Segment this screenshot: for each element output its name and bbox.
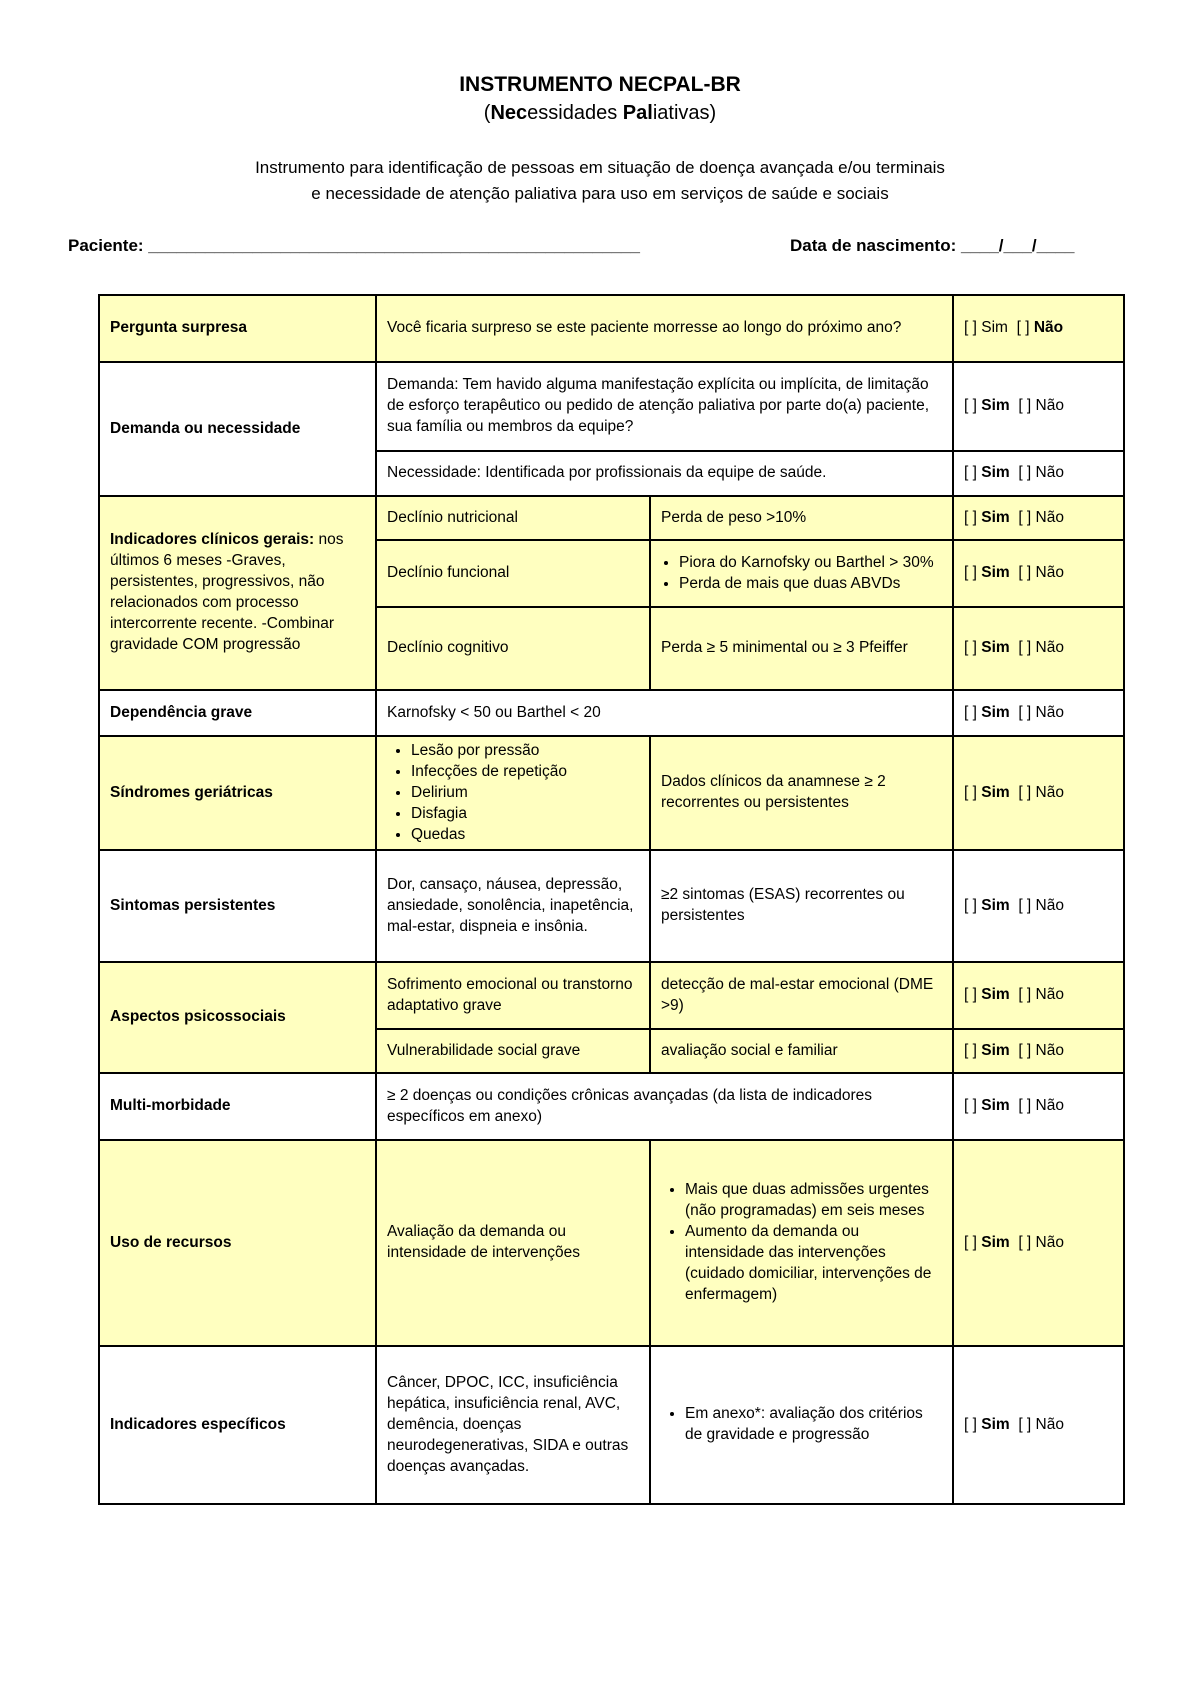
option-sim-label: Sim	[981, 397, 1010, 414]
list-item: • Em anexo*: avaliação dos critérios de gravidade e progressão	[685, 1403, 942, 1445]
option-sim-label: Sim	[981, 1233, 1010, 1251]
subtitle-text-2: iativas)	[652, 102, 717, 124]
specific-conditions: Câncer, DPOC, ICC, insuficiência hepática, insuficiência renal, AVC, demência, doenças neurodegenerativas, SIDA e outras doenças avançadas.	[376, 1346, 650, 1504]
checkbox-sim[interactable]: [ ]	[964, 783, 977, 801]
row-label-psicossociais: Aspectos psicossociais	[99, 962, 376, 1073]
row-label-especificos: Indicadores específicos	[99, 1346, 376, 1504]
document-title: INSTRUMENTO NECPAL-BR	[459, 73, 741, 96]
patient-info-row	[68, 236, 1150, 256]
checkbox-sim[interactable]: [ ]	[964, 1097, 977, 1114]
description-line-2: e necessidade de atenção paliativa para uso em serviços de saúde e sociais	[311, 184, 889, 203]
list-item: • Delirium	[411, 782, 639, 803]
checkbox-sim[interactable]: [ ]	[964, 564, 977, 581]
checkbox-sim[interactable]: [ ]	[964, 1415, 977, 1433]
table-row	[99, 962, 1124, 1029]
demand-text: Demanda: Tem havido alguma manifestação explícita ou implícita, de limitação de esforço terapêutico ou pedido de atenção paliativa por parte do(a) paciente, sua família ou membros da equipe?	[376, 362, 953, 451]
description-line-1: Instrumento para identificação de pessoas em situação de doença avançada e/ou terminais	[255, 158, 945, 177]
nutritional-criteria: Perda de peso >10%	[650, 496, 953, 540]
list-item: • Perda de mais que duas ABVDs	[679, 573, 942, 594]
row-label-pergunta-surpresa: Pergunta surpresa	[99, 295, 376, 362]
checkbox-nao[interactable]: [ ]	[1018, 1041, 1032, 1059]
checkbox-nao[interactable]: [ ]	[1018, 1415, 1032, 1433]
answer-pergunta-surpresa	[953, 295, 1124, 362]
necpal-criteria-table	[98, 294, 1125, 1505]
subtitle-text-1: essidades	[527, 102, 623, 124]
row-label-sintomas: Sintomas persistentes	[99, 850, 376, 962]
checkbox-sim[interactable]: [ ]	[964, 639, 977, 656]
checkbox-nao[interactable]: [ ]	[1018, 464, 1032, 481]
option-sim-label: Sim	[981, 783, 1010, 801]
checkbox-nao[interactable]: [ ]	[1018, 508, 1032, 526]
answer-multimorbidade	[953, 1073, 1124, 1140]
answer-funcional	[953, 540, 1124, 607]
indicadores-label-detail: nos últimos 6 meses -Graves, persistentes, progressivos, não relacionados com processo intercorrente recente. -Combinar gravidade COM progressão	[110, 531, 344, 653]
list-item: • Piora do Karnofsky ou Barthel > 30%	[679, 552, 942, 573]
answer-sindromes	[953, 736, 1124, 850]
option-nao-label: Não	[1035, 1097, 1064, 1114]
document-description	[0, 155, 1200, 207]
option-sim-label: Sim	[981, 564, 1010, 581]
nutritional-decline: Declínio nutricional	[376, 496, 650, 540]
option-nao-label: Não	[1033, 319, 1064, 336]
option-nao-label: Não	[1035, 639, 1064, 656]
checkbox-nao[interactable]: [ ]	[1018, 639, 1032, 656]
indicadores-label-bold: Indicadores clínicos gerais:	[110, 531, 315, 548]
checkbox-nao[interactable]: [ ]	[1018, 986, 1032, 1003]
list-item: • Disfagia	[411, 803, 639, 824]
option-sim-label: Sim	[981, 703, 1010, 721]
option-nao-label: Não	[1035, 703, 1064, 721]
option-nao-label: Não	[1035, 783, 1064, 801]
symptoms-list: Dor, cansaço, náusea, depressão, ansiedade, sonolência, inapetência, mal-estar, dispneia e insônia.	[376, 850, 650, 962]
option-sim-label: Sim	[981, 1097, 1010, 1114]
option-sim-label: Sim	[981, 986, 1010, 1003]
checkbox-sim[interactable]: [ ]	[964, 986, 977, 1003]
checkbox-nao[interactable]: [ ]	[1018, 397, 1032, 414]
specific-list	[661, 1403, 942, 1445]
answer-emocional	[953, 962, 1124, 1029]
checkbox-nao[interactable]: [ ]	[1018, 703, 1032, 721]
surprise-question-text: Você ficaria surpreso se este paciente morresse ao longo do próximo ano?	[376, 295, 953, 362]
emotional-criteria: detecção de mal-estar emocional (DME >9)	[650, 962, 953, 1029]
multimorbidity-criteria: ≥ 2 doenças ou condições crônicas avançadas (da lista de indicadores específicos em anexo)	[376, 1073, 953, 1140]
table-row	[99, 850, 1124, 962]
birth-date-field[interactable]: Data de nascimento: ____/___/____	[790, 236, 1075, 255]
subtitle-bold-1: Nec	[490, 102, 528, 124]
functional-criteria	[650, 540, 953, 607]
list-item: • Aumento da demanda ou intensidade das intervenções (cuidado domiciliar, intervenções de enfermagem)	[685, 1221, 942, 1305]
functional-decline: Declínio funcional	[376, 540, 650, 607]
checkbox-nao[interactable]: [ ]	[1018, 783, 1032, 801]
checkbox-nao[interactable]: [ ]	[1018, 1097, 1032, 1114]
option-sim-label: Sim	[981, 464, 1010, 481]
row-label-demanda: Demanda ou necessidade	[99, 362, 376, 496]
checkbox-nao[interactable]: [ ]	[1018, 564, 1032, 581]
need-text: Necessidade: Identificada por profissionais da equipe de saúde.	[376, 451, 953, 496]
option-nao-label: Não	[1035, 397, 1064, 414]
answer-especificos	[953, 1346, 1124, 1504]
row-label-sindromes: Síndromes geriátricas	[99, 736, 376, 850]
answer-nutricional	[953, 496, 1124, 540]
option-nao-label: Não	[1035, 464, 1064, 481]
option-nao-label: Não	[1035, 564, 1064, 581]
table-row	[99, 1073, 1124, 1140]
answer-social	[953, 1029, 1124, 1073]
checkbox-sim[interactable]: [ ]	[964, 319, 977, 336]
answer-cognitivo	[953, 607, 1124, 690]
table-row	[99, 496, 1124, 540]
answer-recursos	[953, 1140, 1124, 1346]
functional-criteria-list	[661, 552, 942, 594]
list-item: • Mais que duas admissões urgentes (não programadas) em seis meses	[685, 1179, 942, 1221]
social-vulnerability: Vulnerabilidade social grave	[376, 1029, 650, 1073]
subtitle-bold-2: Pal	[622, 102, 653, 124]
table-row	[99, 295, 1124, 362]
answer-sintomas	[953, 850, 1124, 962]
checkbox-nao[interactable]: [ ]	[1018, 896, 1032, 914]
document-subtitle	[0, 100, 1200, 126]
option-sim-label: Sim	[981, 639, 1010, 656]
table-row	[99, 362, 1124, 451]
list-item: • Quedas	[411, 824, 639, 845]
table-row	[99, 1140, 1124, 1346]
option-sim-label: Sim	[981, 319, 1008, 336]
geriatric-syndromes	[376, 736, 650, 850]
table-row	[99, 1346, 1124, 1504]
resources-detail	[650, 1140, 953, 1346]
list-item: • Infecções de repetição	[411, 761, 639, 782]
option-nao-label: Não	[1035, 1415, 1064, 1433]
answer-demanda	[953, 362, 1124, 451]
checkbox-sim[interactable]: [ ]	[964, 896, 977, 914]
cognitive-criteria: Perda ≥ 5 minimental ou ≥ 3 Pfeiffer	[650, 607, 953, 690]
table-row	[99, 690, 1124, 736]
patient-name-field[interactable]: Paciente: ____________________________________________________	[68, 236, 640, 255]
answer-dependencia	[953, 690, 1124, 736]
checkbox-nao[interactable]: [ ]	[1016, 319, 1030, 336]
option-nao-label: Não	[1035, 1233, 1064, 1251]
resources-criteria: Avaliação da demanda ou intensidade de intervenções	[376, 1140, 650, 1346]
list-item: • Lesão por pressão	[411, 740, 639, 761]
geriatric-syndromes-list	[387, 740, 639, 845]
checkbox-sim[interactable]: [ ]	[964, 397, 977, 414]
row-label-indicadores-clinicos	[99, 496, 376, 690]
dependency-criteria: Karnofsky < 50 ou Barthel < 20	[376, 690, 953, 736]
option-nao-label: Não	[1035, 1041, 1064, 1059]
option-sim-label: Sim	[981, 896, 1010, 914]
checkbox-sim[interactable]: [ ]	[964, 464, 977, 481]
option-nao-label: Não	[1035, 896, 1064, 914]
checkbox-sim[interactable]: [ ]	[964, 508, 977, 526]
option-nao-label: Não	[1035, 508, 1064, 526]
resources-list	[661, 1179, 942, 1305]
option-sim-label: Sim	[981, 1415, 1010, 1433]
social-criteria: avaliação social e familiar	[650, 1029, 953, 1073]
symptoms-criteria: ≥2 sintomas (ESAS) recorrentes ou persistentes	[650, 850, 953, 962]
checkbox-sim[interactable]: [ ]	[964, 703, 977, 721]
checkbox-sim[interactable]: [ ]	[964, 1041, 977, 1059]
geriatric-criteria: Dados clínicos da anamnese ≥ 2 recorrentes ou persistentes	[650, 736, 953, 850]
option-nao-label: Não	[1035, 986, 1064, 1003]
cognitive-decline: Declínio cognitivo	[376, 607, 650, 690]
emotional-suffering: Sofrimento emocional ou transtorno adaptativo grave	[376, 962, 650, 1029]
answer-necessidade	[953, 451, 1124, 496]
option-sim-label: Sim	[981, 1041, 1010, 1059]
row-label-multimorbidade: Multi-morbidade	[99, 1073, 376, 1140]
subtitle-open: (	[483, 102, 491, 124]
specific-detail	[650, 1346, 953, 1504]
table-row	[99, 736, 1124, 850]
option-sim-label: Sim	[981, 508, 1010, 526]
checkbox-nao[interactable]: [ ]	[1018, 1233, 1032, 1251]
row-label-dependencia: Dependência grave	[99, 690, 376, 736]
checkbox-sim[interactable]: [ ]	[964, 1233, 977, 1251]
row-label-recursos: Uso de recursos	[99, 1140, 376, 1346]
